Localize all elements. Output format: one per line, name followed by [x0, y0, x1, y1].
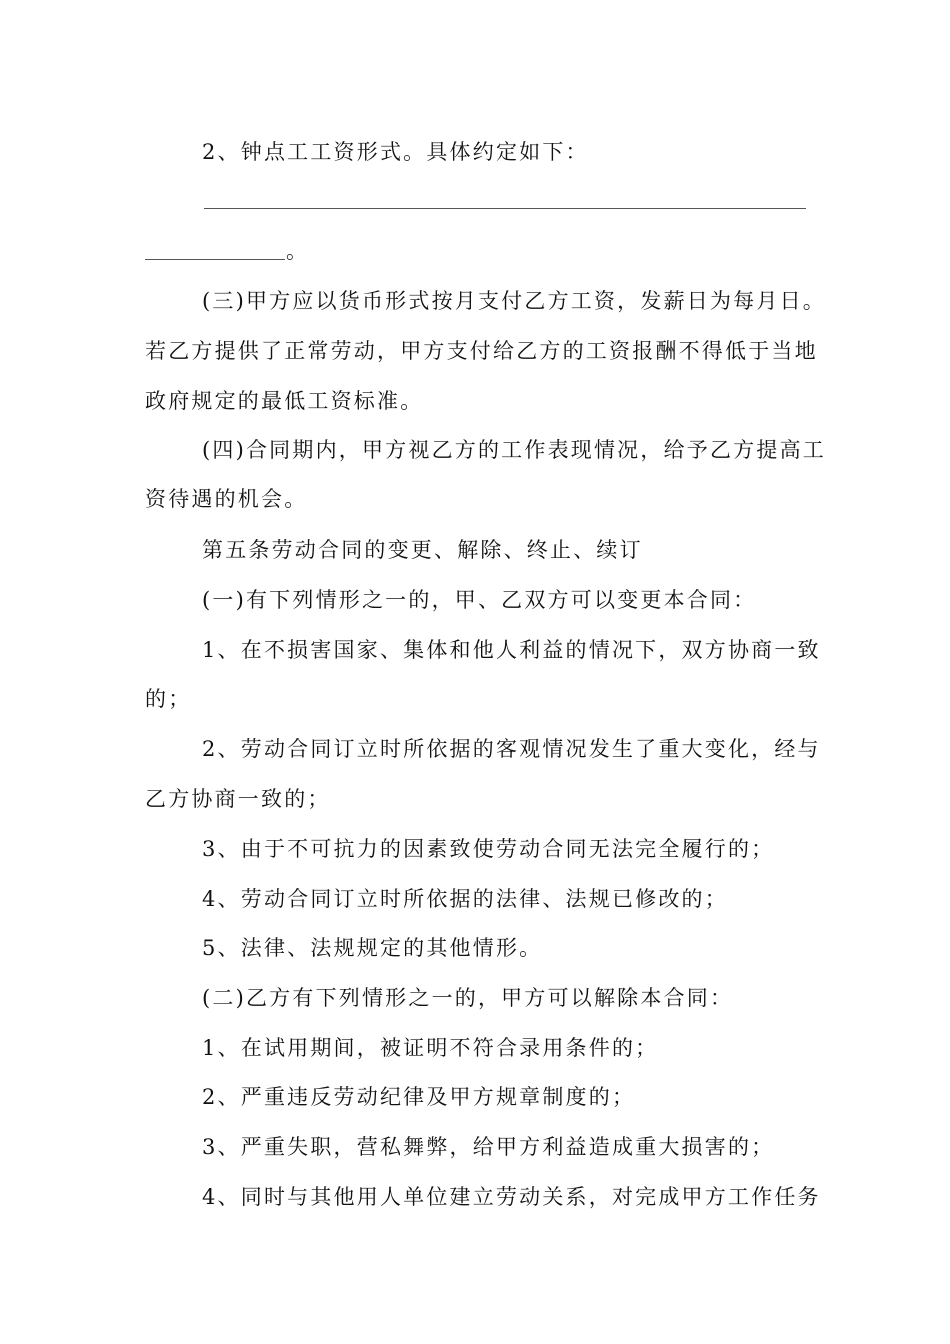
paragraph-line: 5、法律、法规规定的其他情形。 — [202, 936, 543, 960]
paragraph-line: 3、由于不可抗力的因素致使劳动合同无法完全履行的； — [202, 837, 775, 861]
paragraph-line: 。 — [286, 239, 310, 263]
paragraph-line: 3、严重失职，营私舞弊，给甲方利益造成重大损害的； — [202, 1135, 775, 1159]
fill-in-blank-line — [145, 259, 285, 260]
paragraph-line: 4、劳动合同订立时所依据的法律、法规已修改的； — [202, 887, 728, 911]
paragraph-line: 乙方协商一致的； — [145, 787, 331, 811]
paragraph-line: 1、在试用期间，被证明不符合录用条件的； — [202, 1036, 659, 1060]
section-heading: 第五条劳动合同的变更、解除、终止、续订 — [202, 538, 643, 562]
paragraph-line: (四)合同期内，甲方视乙方的工作表现情况，给予乙方提高工 — [202, 438, 826, 462]
paragraph-line: 2、劳动合同订立时所依据的客观情况发生了重大变化，经与 — [202, 737, 821, 761]
paragraph-line: 政府规定的最低工资标准。 — [145, 389, 424, 413]
paragraph-line: (二)乙方有下列情形之一的，甲方可以解除本合同： — [202, 986, 734, 1010]
paragraph-line: 的； — [145, 687, 192, 711]
paragraph-line: 4、同时与其他用人单位建立劳动关系，对完成甲方工作任务 — [202, 1185, 821, 1209]
paragraph-line: (三)甲方应以货币形式按月支付乙方工资，发薪日为每月日。 — [202, 289, 826, 313]
paragraph-line: 1、在不损害国家、集体和他人利益的情况下，双方协商一致 — [202, 638, 821, 662]
fill-in-blank-line — [204, 208, 806, 209]
paragraph-line: 2、钟点工工资形式。具体约定如下： — [202, 140, 589, 164]
paragraph-line: 资待遇的机会。 — [145, 487, 308, 511]
paragraph-line: 2、严重违反劳动纪律及甲方规章制度的； — [202, 1085, 636, 1109]
paragraph-line: 若乙方提供了正常劳动，甲方支付给乙方的工资报酬不得低于当地 — [145, 339, 818, 363]
paragraph-line: (一)有下列情形之一的，甲、乙双方可以变更本合同： — [202, 588, 757, 612]
